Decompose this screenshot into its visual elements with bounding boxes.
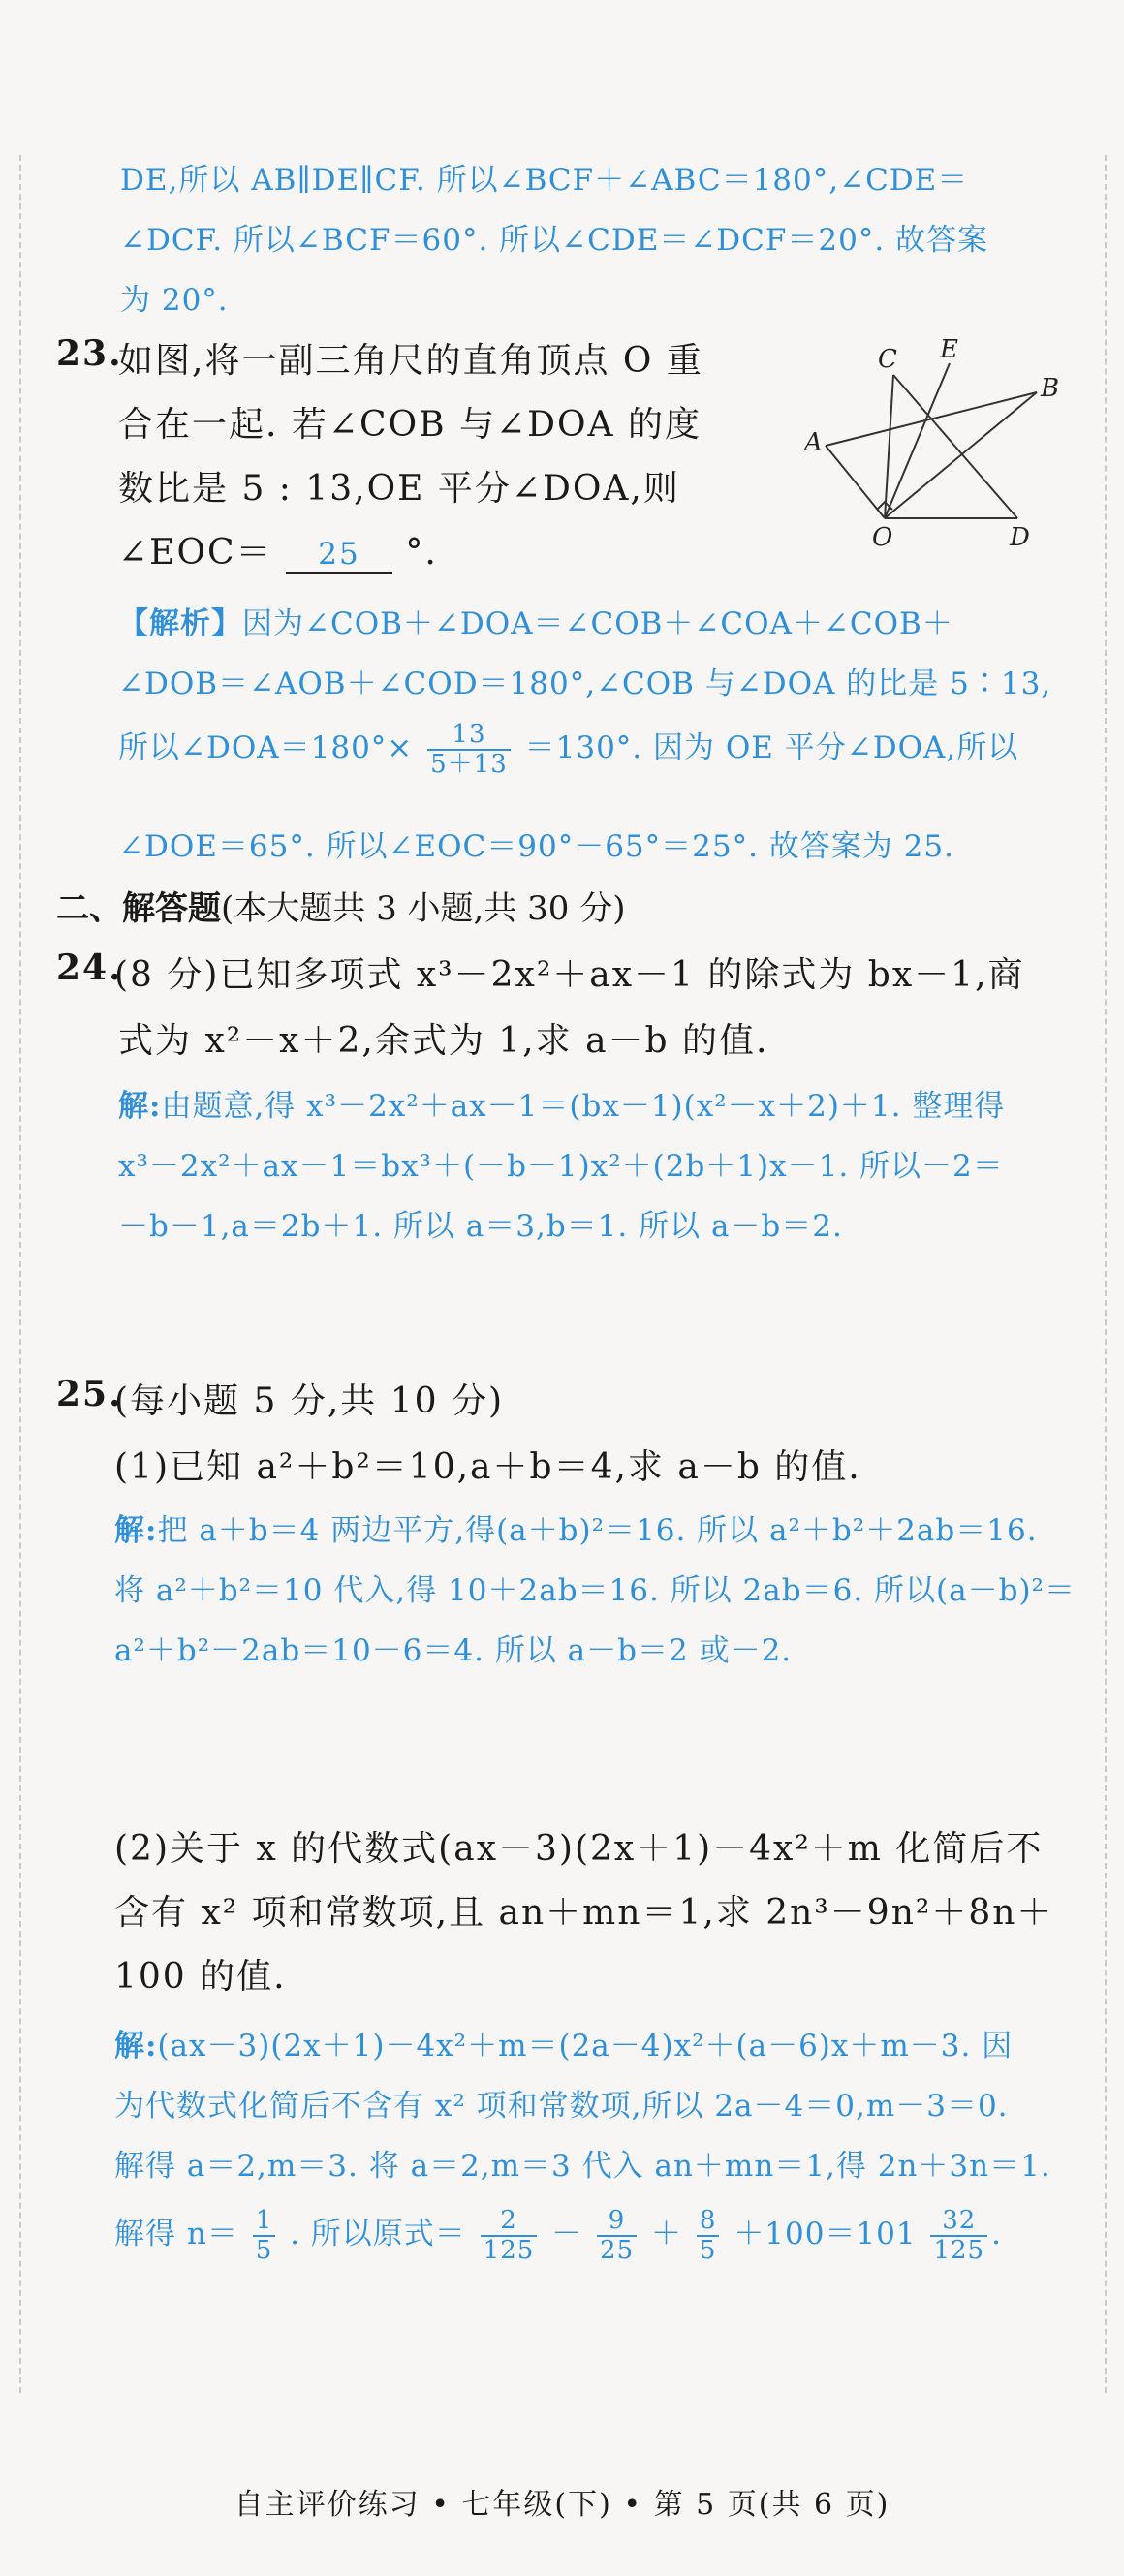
solution-line — [114, 2021, 1013, 2064]
analysis-line — [118, 721, 1018, 778]
question-text-line: 数比是 5 : 13,OE 平分∠DOA,则 — [118, 469, 680, 509]
label-D: D — [1010, 523, 1032, 552]
ray-OE — [885, 363, 950, 518]
label-A: A — [804, 428, 825, 457]
fraction — [697, 2207, 720, 2264]
numerator: 9 — [597, 2207, 637, 2237]
denominator: 5＋13 — [430, 749, 508, 779]
solution-line: 将 a²＋b²＝10 代入,得 10＋2ab＝16. 所以 2ab＝6. 所以(a－b)²＝ — [114, 1573, 1076, 1608]
fraction — [427, 721, 511, 778]
question-text-line: (8 分)已知多项式 x³－2x²＋ax－1 的除式为 bx－1,商 — [114, 955, 1025, 995]
solution-line: a²＋b²－2ab＝10－6＝4. 所以 a－b＝2 或－2. — [114, 1633, 793, 1668]
numerator: 32 — [930, 2207, 987, 2237]
solution-line — [114, 1505, 1038, 1549]
fraction — [253, 2207, 276, 2264]
right-margin-dashed-line — [1105, 155, 1107, 2393]
section-title: 二、解答题 — [56, 889, 221, 928]
solution-line: 解得 a＝2,m＝3. 将 a＝2,m＝3 代入 an＋mn＝1,得 2n＋3n＝1. — [114, 2149, 1051, 2184]
analysis-line — [118, 599, 953, 642]
left-margin-dashed-line — [19, 155, 21, 2393]
section-note: (本大题共 3 小题,共 30 分) — [221, 889, 626, 928]
subquestion-2-line: (2)关于 x 的代数式(ax－3)(2x＋1)－4x²＋m 化简后不 — [114, 1829, 1044, 1869]
solution-line: －b－1,a＝2b＋1. 所以 a＝3,b＝1. 所以 a－b＝2. — [118, 1209, 843, 1244]
numerator: 8 — [697, 2207, 720, 2237]
question-text-line: 如图,将一副三角尺的直角顶点 O 重 — [118, 341, 703, 381]
numerator: 2 — [481, 2207, 538, 2237]
fraction — [930, 2207, 987, 2264]
operator: ＋ — [650, 2217, 682, 2252]
analysis-line: ∠DOB＝∠AOB＋∠COD＝180°,∠COB 与∠DOA 的比是 5∶13, — [118, 667, 1052, 701]
numerator: 1 — [253, 2207, 276, 2237]
analysis-line: ∠DOE＝65°. 所以∠EOC＝90°－65°＝25°. 故答案为 25. — [118, 829, 954, 864]
subquestion-1: (1)已知 a²＋b²＝10,a＋b＝4,求 a－b 的值. — [114, 1447, 861, 1487]
fraction — [597, 2207, 637, 2264]
question-number: 23. — [56, 333, 123, 374]
analysis-text: 因为∠COB＋∠DOA＝∠COB＋∠COA＋∠COB＋ — [242, 606, 953, 641]
solution-text: . 所以原式＝ — [290, 2217, 466, 2252]
solution-line: ∠DCF. 所以∠BCF＝60°. 所以∠CDE＝∠DCF＝20°. 故答案 — [120, 223, 989, 258]
solution-text: 由题意,得 x³－2x²＋ax－1＝(bx－1)(x²－x＋2)＋1. 整理得 — [161, 1089, 1006, 1124]
solution-label: 解: — [114, 2029, 158, 2064]
numerator: 13 — [427, 721, 511, 751]
label-E: E — [940, 335, 960, 364]
denominator: 25 — [600, 2235, 635, 2265]
section-heading — [56, 882, 625, 929]
label-B: B — [1041, 374, 1062, 403]
solution-line: x³－2x²＋ax－1＝bx³＋(－b－1)x²＋(2b＋1)x－1. 所以－2＝ — [118, 1149, 1004, 1184]
solution-line: DE,所以 AB∥DE∥CF. 所以∠BCF＋∠ABC＝180°,∠CDE＝ — [120, 163, 969, 198]
solution-text: . — [991, 2217, 1002, 2252]
analysis-text: ＝130°. 因为 OE 平分∠DOA,所以 — [524, 730, 1019, 766]
solution-text: (ax－3)(2x＋1)－4x²＋m＝(2a－4)x²＋(a－6)x＋m－3. 因 — [157, 2029, 1014, 2064]
segment-OC — [885, 375, 893, 518]
solution-text: 把 a＋b＝4 两边平方,得(a＋b)²＝16. 所以 a²＋b²＋2ab＝16. — [157, 1513, 1038, 1548]
answer-blank: 25 — [286, 537, 392, 574]
subquestion-2-line: 100 的值. — [114, 1957, 287, 1997]
denominator: 125 — [933, 2235, 985, 2265]
question-number: 24. — [56, 947, 123, 988]
solution-line: 为代数式化简后不含有 x² 项和常数项,所以 2a－4＝0,m－3＝0. — [114, 2089, 1009, 2124]
label-C: C — [878, 345, 899, 374]
solution-label: 解: — [114, 1513, 158, 1548]
question-header: (每小题 5 分,共 10 分) — [114, 1381, 505, 1421]
question-text-line — [118, 525, 438, 574]
solution-line — [118, 1081, 1005, 1125]
segment-AO — [826, 446, 885, 518]
solution-text: ＋100＝101 — [734, 2217, 917, 2252]
analysis-text: 所以∠DOA＝180°× — [118, 730, 414, 766]
label-O: O — [872, 523, 895, 552]
solution-label: 解: — [118, 1089, 162, 1124]
denominator: 5 — [255, 2235, 273, 2265]
degree-suffix: °. — [405, 533, 438, 573]
operator: － — [551, 2217, 583, 2252]
page-footer: 自主评价练习 • 七年级(下) • 第 5 页(共 6 页) — [234, 2488, 890, 2522]
solution-line — [114, 2207, 1002, 2264]
question-number: 25. — [56, 1374, 123, 1414]
analysis-label: 【解析】 — [118, 606, 242, 641]
fraction — [481, 2207, 538, 2264]
angle-expression: ∠EOC＝ — [118, 533, 273, 573]
solution-line: 为 20°. — [120, 283, 229, 318]
denominator: 125 — [483, 2235, 535, 2265]
question-text-line: 式为 x²－x＋2,余式为 1,求 a－b 的值. — [118, 1021, 769, 1061]
subquestion-2-line: 含有 x² 项和常数项,且 an＋mn＝1,求 2n³－9n²＋8n＋ — [114, 1893, 1054, 1933]
solution-text: 解得 n＝ — [114, 2217, 238, 2252]
triangle-rulers-figure — [804, 334, 1076, 557]
denominator: 5 — [699, 2235, 717, 2265]
question-text-line: 合在一起. 若∠COB 与∠DOA 的度 — [118, 405, 702, 445]
